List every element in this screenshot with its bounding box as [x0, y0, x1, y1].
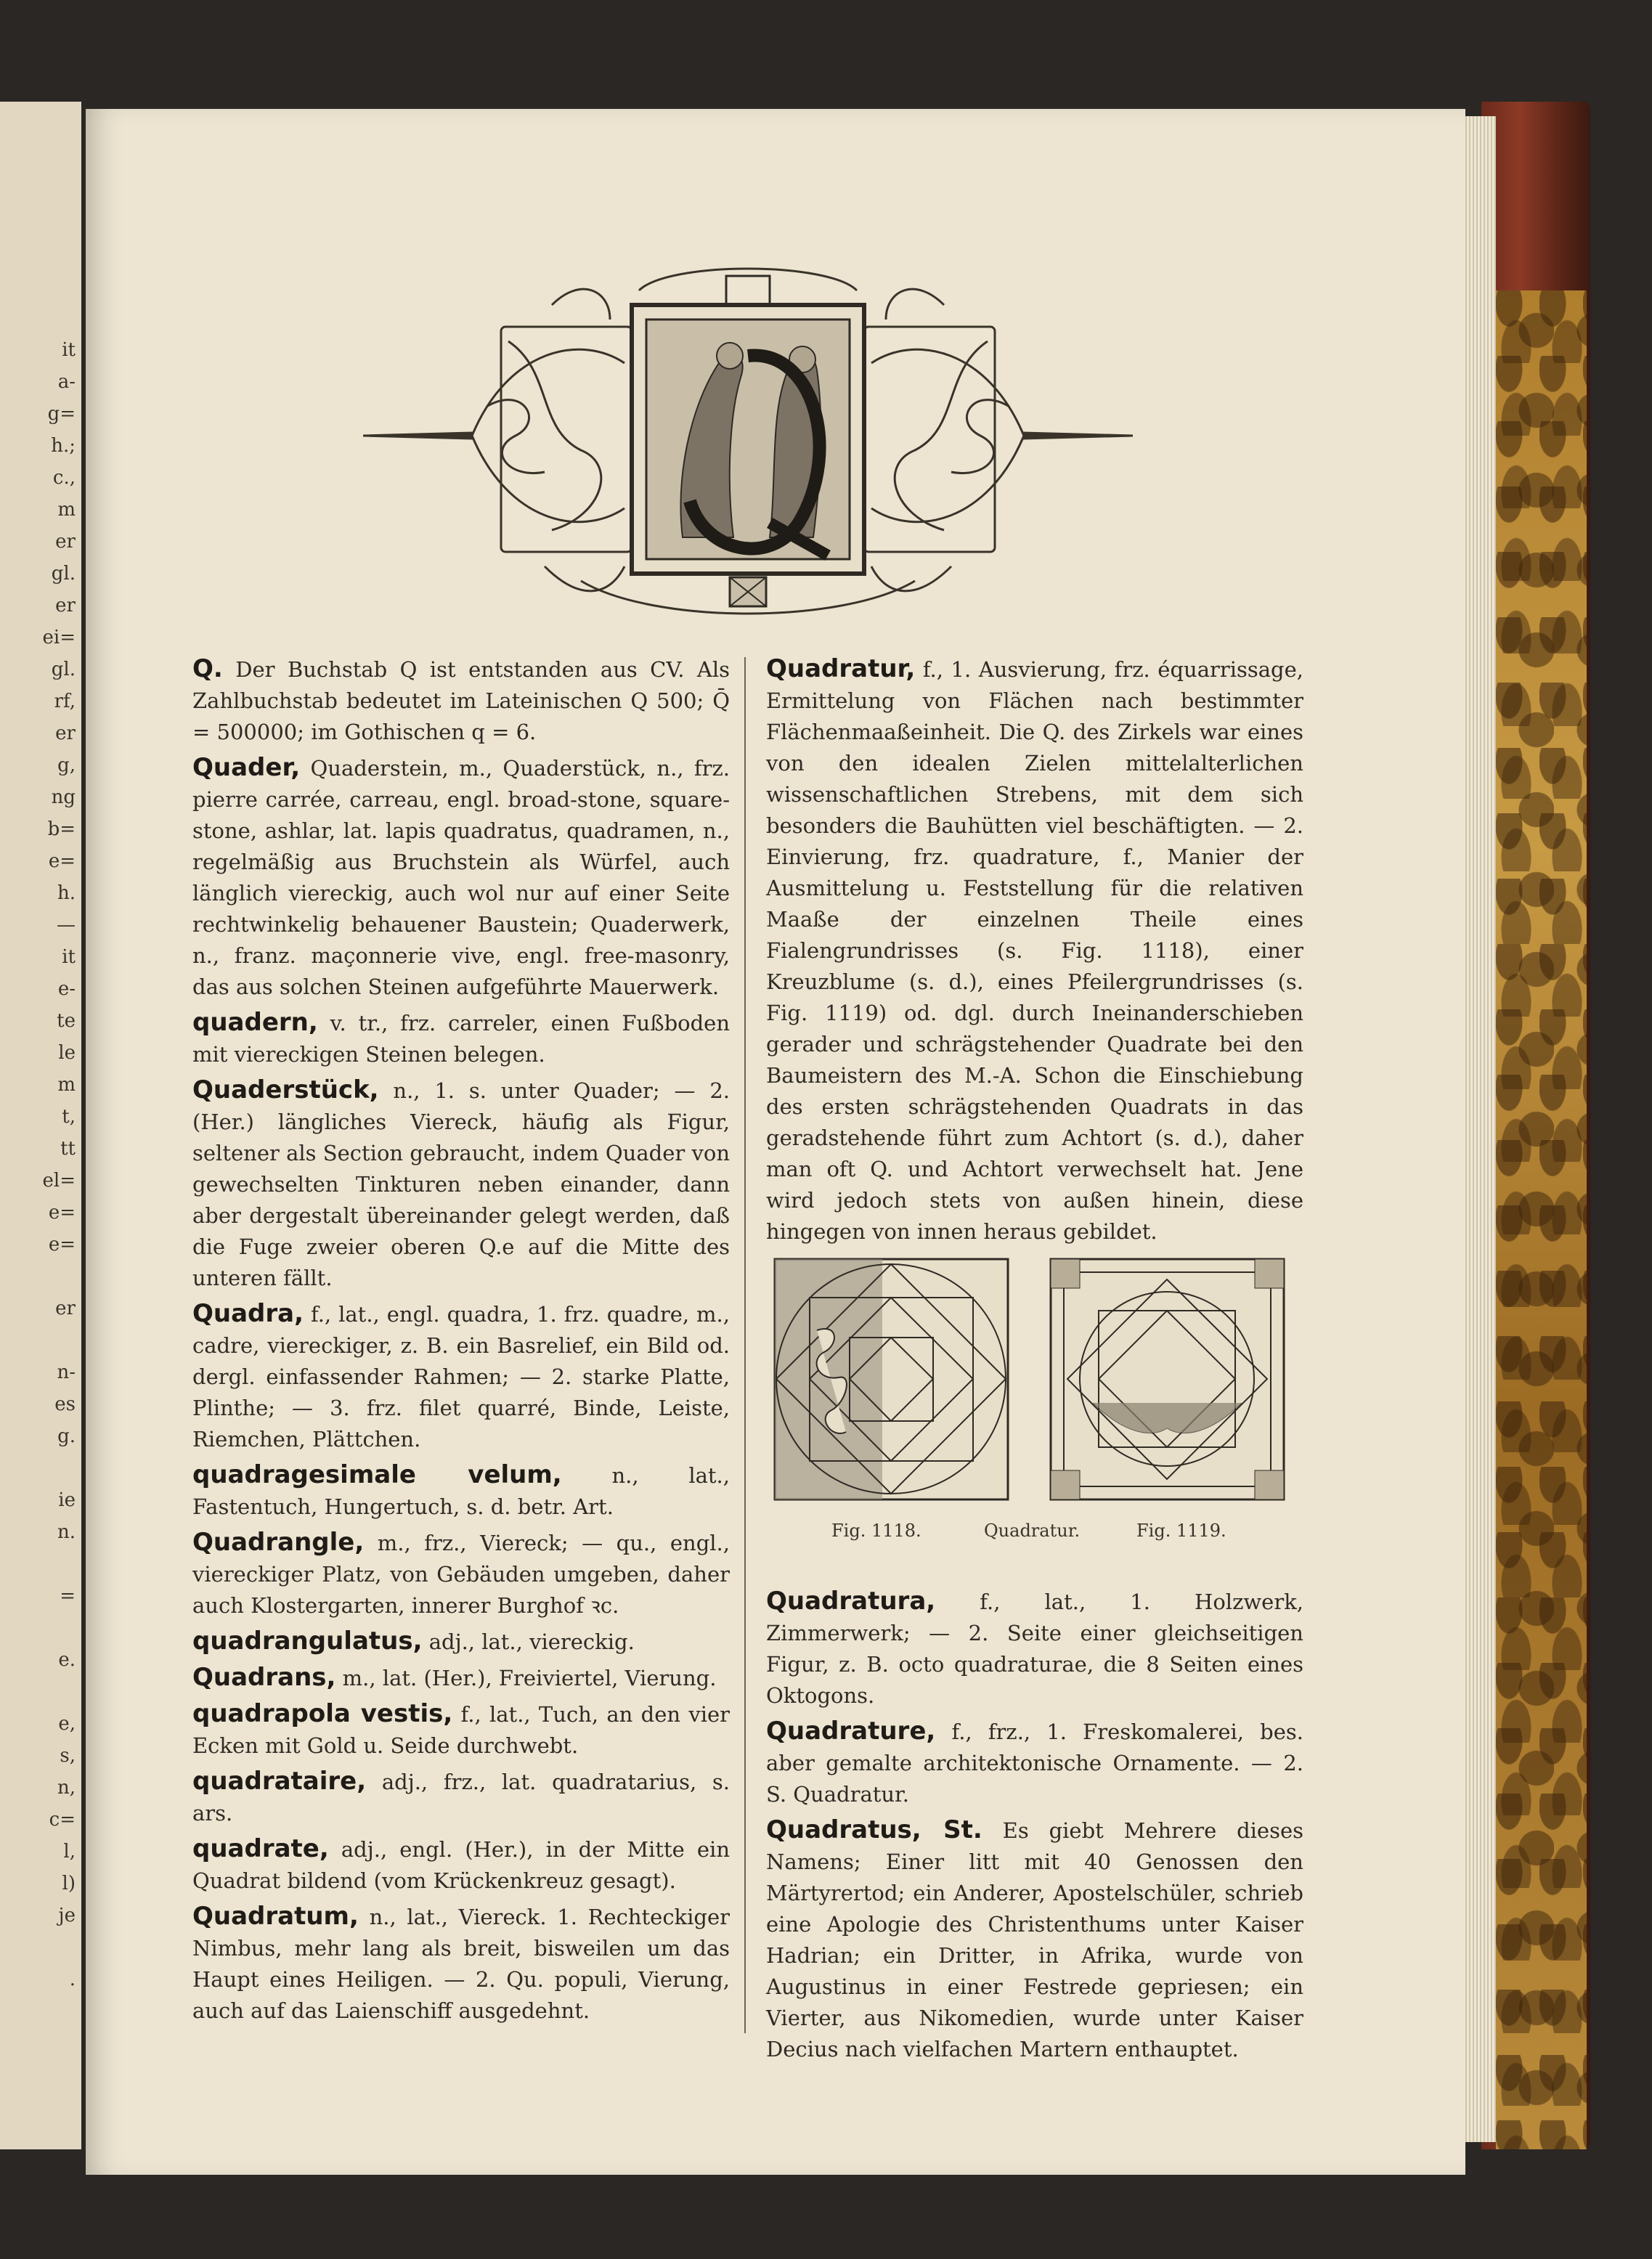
entry-headword: Quadrangle, — [192, 1528, 365, 1557]
dictionary-entry — [192, 654, 730, 748]
right-arrow-ornament — [1024, 433, 1133, 439]
entry-headword: Quadratur, — [766, 654, 916, 683]
dictionary-entry — [192, 1901, 730, 2027]
margin-fragment: te — [57, 1010, 76, 1032]
margin-fragment: b= — [47, 818, 76, 840]
dictionary-entry — [192, 1833, 730, 1897]
dictionary-entry — [192, 1626, 730, 1658]
margin-fragment — [0, 1612, 78, 1644]
margin-fragment: — — [57, 914, 76, 936]
margin-fragment: n, — [57, 1777, 76, 1799]
caption-fig-1119: Fig. 1119. — [1136, 1521, 1226, 1541]
entry-headword: Quaderstück, — [192, 1075, 379, 1104]
entry-body: adj., frz., lat. quadratarius, s. ars. — [192, 1770, 730, 1825]
margin-fragment: e= — [48, 1202, 76, 1224]
entry-body: n., lat., Viereck. 1. Rechteckiger Nimbus, mehr lang als breit, bisweilen um das Haupt eines Heiligen. — 2. Qu. populi, Vierung, auch auf das Laienschiff ausgedehnt. — [192, 1905, 730, 2023]
margin-fragment: n- — [57, 1361, 76, 1383]
dictionary-entry — [192, 1527, 730, 1621]
entry-body: f., lat., 1. Holzwerk, Zimmerwerk; — 2. Seite einer gleichseitigen Figur, z. B. octo quadraturae, die 8 Seiten eines Oktogons. — [766, 1590, 1303, 1708]
entry-body: adj., engl. (Her.), in der Mitte ein Quadrat bildend (vom Krückenkreuz gesagt). — [192, 1837, 730, 1893]
entry-body: v. tr., frz. carreler, einen Fußboden mit viereckigen Steinen belegen. — [192, 1011, 730, 1067]
margin-fragment: it — [62, 946, 76, 968]
caption-quadratur: Quadratur. — [984, 1521, 1081, 1541]
entry-headword: quadrate, — [192, 1834, 329, 1863]
margin-fragment — [0, 1995, 78, 2027]
margin-fragment — [0, 1452, 78, 1484]
margin-fragment: e- — [57, 978, 76, 1000]
margin-fragment: er — [55, 1298, 76, 1319]
margin-fragment: es — [54, 1393, 76, 1415]
figure-block — [766, 1258, 1303, 1577]
margin-fragment: m — [57, 1074, 76, 1096]
entry-body: m., frz., Viereck; — qu., engl., viereckiger Platz, von Gebäuden umgeben, daher auch Klostergarten, innerer Burghof ꝛc. — [192, 1531, 730, 1618]
margin-fragment: e= — [48, 850, 76, 872]
margin-fragment — [0, 1261, 78, 1293]
entry-body: Der Buchstab Q ist entstanden aus CV. Als Zahlbuchstab bedeutet im Lateinischen Q 500; Q̄ = 500000; im Gothischen q = 6. — [192, 657, 730, 744]
dictionary-entry — [192, 752, 730, 1003]
entry-headword: Quadratum, — [192, 1902, 359, 1931]
margin-fragment: g, — [57, 754, 76, 776]
margin-fragment: rf, — [54, 691, 76, 712]
entry-headword: Quadratus, St. — [766, 1815, 982, 1844]
dictionary-entry — [192, 1075, 730, 1294]
fig-1119-diagram — [1049, 1258, 1285, 1501]
margin-fragment: e, — [58, 1713, 76, 1735]
entry-body: Quaderstein, m., Quaderstück, n., frz. pierre carrée, carreau, engl. broad-stone, square-stone, ashlar, lat. lapis quadratus, quadramen, n., regelmäßig aus Bruchstein als Würfel, auch länglich viereckig, auch wol nur auf einer Seite rechtwinkelig behauener Baustein; Quaderwerk, n., franz. maçonnerie vive, engl. free-masonry, das aus solchen Steinen aufgeführte Mauerwerk. — [192, 756, 730, 999]
dictionary-entry — [766, 1586, 1303, 1711]
entry-body: f., 1. Ausvierung, frz. équarrissage, Ermittelung von Flächen nach bestimmter Flächenmaaßeinheit. Die Q. des Zirkels war eines von den idealen Zielen mittelalterlichen wissenschaftlichen Strebens, mit dem sich besonders die Bauhütten viel beschäftigten. — 2. Einvierung, frz. quadrature, f., Manier der Ausmittelung u. Feststellung für die relativen Maaße der einzelnen Theile eines Fialengrundrisses (s. Fig. 1118), einer Kreuzblume (s. d.), eines Pfeilergrundrisses (s. Fig. 1119) od. dgl. durch Ineinanderschieben gerader und schrägstehender Quadrate bei den Baumeistern des M.-A. Schon die Einschiebung des ersten schrägstehenden Quadrats in das geradstehende führt zum Achtort (s. d.), daher man oft Q. und Achtort verwechselt hat. Jene wird jedoch stets von außen hinein, diese hingegen von innen heraus gebildet. — [766, 657, 1303, 1244]
margin-fragment: e. — [58, 1649, 76, 1671]
left-arrow-ornament — [363, 433, 472, 439]
right-column-top-entries — [766, 654, 1303, 1247]
margin-fragment: g. — [57, 1425, 76, 1447]
entry-headword: quadrapola vestis, — [192, 1699, 453, 1728]
entry-headword: quadrangulatus, — [192, 1627, 423, 1656]
left-page-text-fragments — [0, 334, 78, 2027]
margin-fragment: c., — [52, 467, 76, 489]
column-divider — [744, 657, 746, 2033]
margin-fragment: h.; — [51, 435, 76, 457]
margin-fragment: . — [69, 1969, 76, 1990]
entry-headword: Quader, — [192, 753, 301, 782]
margin-fragment: el= — [42, 1170, 76, 1192]
margin-fragment: c= — [49, 1809, 76, 1831]
entry-body: f., lat., Tuch, an den vier Ecken mit Gold u. Seide durchwebt. — [192, 1702, 731, 1758]
dictionary-entry — [192, 1007, 730, 1070]
entry-headword: Q. — [192, 654, 223, 683]
entry-headword: quadrataire, — [192, 1767, 367, 1796]
decorative-initial-q-vignette — [363, 261, 1133, 639]
margin-fragment: ei= — [42, 627, 76, 648]
margin-fragment: ng — [51, 786, 76, 808]
margin-fragment: ie — [58, 1489, 76, 1511]
entry-body: n., 1. s. unter Quader; — 2. (Her.) längliches Viereck, häufig als Figur, seltener als Section gebraucht, indem Quader von gewechselten Tinkturen neben einander, dann aber dergestalt übereinander gelegt werden, daß die Fuge zweier oberen Q.e auf die Mitte des unteren fällt. — [192, 1078, 730, 1290]
entry-body: m., lat. (Her.), Freiviertel, Vierung. — [335, 1666, 717, 1690]
dictionary-entry — [766, 1716, 1303, 1810]
right-text-column — [766, 654, 1303, 2069]
entry-headword: Quadrans, — [192, 1663, 336, 1692]
entry-headword: quadragesimale velum, — [192, 1460, 562, 1489]
margin-fragment: je — [58, 1905, 76, 1926]
right-column-bottom-entries — [766, 1586, 1303, 2065]
dictionary-entry — [766, 654, 1303, 1247]
margin-fragment: s, — [60, 1745, 76, 1767]
margin-fragment — [0, 1548, 78, 1580]
entry-body: f., lat., engl. quadra, 1. frz. quadre, m., cadre, viereckiger, z. B. ein Basrelief, ein Bild od. dergl. einfassender Rahmen; — 2. starke Platte, Plinthe; — 3. frz. filet quarré, Binde, Leiste, Riemchen, Plättchen. — [192, 1302, 730, 1452]
fig-1118-diagram — [773, 1258, 1009, 1501]
margin-fragment — [0, 1324, 78, 1356]
margin-fragment: gl. — [51, 659, 76, 680]
margin-fragment: it — [62, 339, 76, 361]
marbled-cover — [1496, 290, 1587, 2149]
entry-body: n., lat., Fastentuch, Hungertuch, s. d. betr. Art. — [192, 1463, 730, 1519]
margin-fragment: = — [60, 1585, 76, 1607]
entry-body: Es giebt Mehrere dieses Namens; Einer litt mit 40 Genossen den Märtyrertod; ein Anderer, Apostelschüler, schrieb eine Apologie des Christenthums unter Kaiser Hadrian; ein Dritter, in Afrika, wurde von Augustinus in einer Festrede gepriesen; ein Vierter, aus Nikomedien, wurde unter Kaiser Decius nach vielfachen Martern enthauptet. — [766, 1818, 1303, 2061]
margin-fragment: n. — [57, 1521, 76, 1543]
dictionary-entry — [766, 1815, 1303, 2065]
entry-headword: Quadratura, — [766, 1587, 936, 1616]
dictionary-entry — [192, 1662, 730, 1694]
margin-fragment: l, — [63, 1841, 76, 1863]
margin-fragment: er — [55, 531, 76, 553]
entry-headword: quadern, — [192, 1008, 318, 1037]
entry-body: adj., lat., viereckig. — [422, 1629, 635, 1654]
margin-fragment: h. — [57, 882, 76, 904]
dictionary-entry — [192, 1698, 730, 1762]
margin-fragment: er — [55, 723, 76, 744]
entry-headword: Quadra, — [192, 1299, 304, 1328]
left-page-edge — [0, 102, 81, 2149]
left-text-column — [192, 654, 730, 2031]
margin-fragment — [0, 1932, 78, 1963]
margin-fragment: g= — [47, 403, 76, 425]
entry-body: f., frz., 1. Freskomalerei, bes. aber gemalte architektonische Ornamente. — 2. S. Quadratur. — [766, 1719, 1303, 1807]
margin-fragment: m — [57, 499, 76, 521]
margin-fragment: le — [58, 1042, 76, 1064]
margin-fragment — [0, 1676, 78, 1708]
entry-headword: Quadrature, — [766, 1717, 936, 1746]
margin-fragment: t, — [62, 1106, 76, 1128]
dictionary-entry — [192, 1766, 730, 1829]
margin-fragment: gl. — [51, 563, 76, 585]
margin-fragment: er — [55, 595, 76, 616]
margin-fragment: e= — [48, 1234, 76, 1255]
margin-fragment: tt — [60, 1138, 76, 1160]
dictionary-entry — [192, 1460, 730, 1523]
margin-fragment: l) — [62, 1873, 76, 1894]
margin-fragment: a- — [57, 371, 76, 393]
caption-fig-1118: Fig. 1118. — [831, 1521, 921, 1541]
dictionary-entry — [192, 1298, 730, 1455]
